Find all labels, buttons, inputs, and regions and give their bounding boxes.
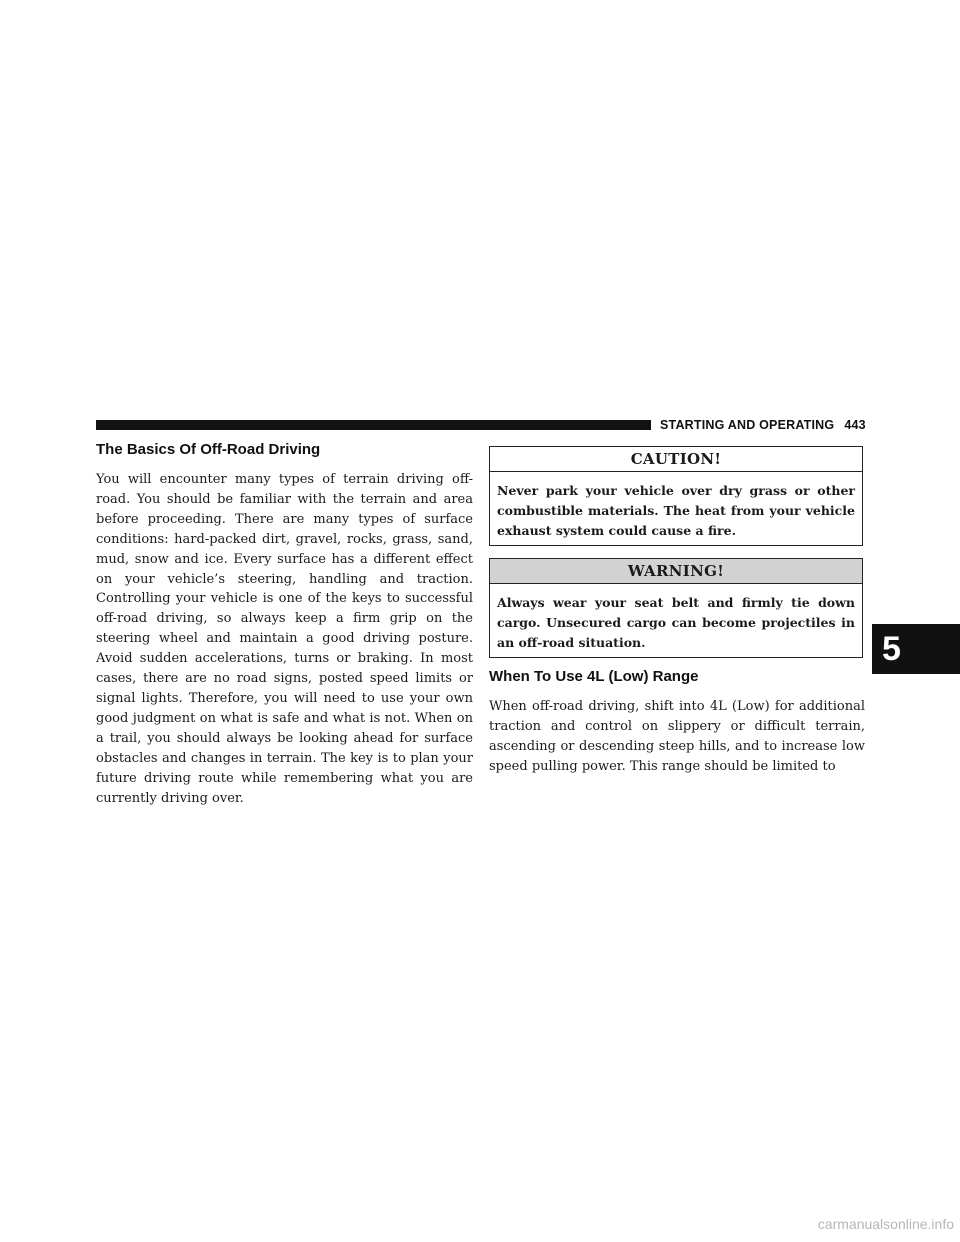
left-column [96,441,473,808]
warning-text: Always wear your seat belt and firmly tie down cargo. Unsecured cargo can become projectiles in an off-road situation. [497,595,855,650]
caution-title: CAUTION! [490,447,862,472]
section-heading-4l-low-range: When To Use 4L (Low) Range [489,668,699,685]
page-number: 443 [844,418,866,432]
4l-low-range-paragraph: When off-road driving, shift into 4L (Low) for additional traction and control on slippery or difficult terrain, ascending or descending steep hills, and to increase low speed pulling power. This range should be limited to [489,699,865,774]
section-heading-off-road-basics: The Basics Of Off-Road Driving [96,441,321,458]
caution-box [489,446,863,546]
header-section-title: STARTING AND OPERATING [660,418,835,432]
off-road-basics-paragraph: You will encounter many types of terrain driving off-road. You should be familiar with the terrain and area before proceeding. There are many types of surface conditions: hard-packed dirt, gravel, rocks, grass, sand, mud, snow and ice. Every surface has a different effect on your vehicle’s steering, handling and traction. Controlling your vehicle is one of the keys to successful off-road driving, so always keep a firm grip on the steering wheel and maintain a good driving posture. Avoid sudden accelerations, turns or braking. In most cases, there are no road signs, posted speed limits or signal lights. Therefore, you will need to use your own good judgment on what is safe and what is not. When on a trail, you should always be looking ahead for surface obstacles and changes in terrain. The key is to plan your future driving route while remembering what you are currently driving over. [96,472,473,806]
watermark-text: carmanualsonline.info [817,1216,954,1232]
header-rule [96,420,651,430]
warning-title: WARNING! [490,559,862,584]
right-column [489,446,865,777]
caution-text: Never park your vehicle over dry grass or other combustible materials. The heat from your vehicle exhaust system could cause a fire. [497,483,855,538]
running-header [660,418,866,432]
warning-box [489,558,863,658]
chapter-tab: 5 [872,624,960,674]
